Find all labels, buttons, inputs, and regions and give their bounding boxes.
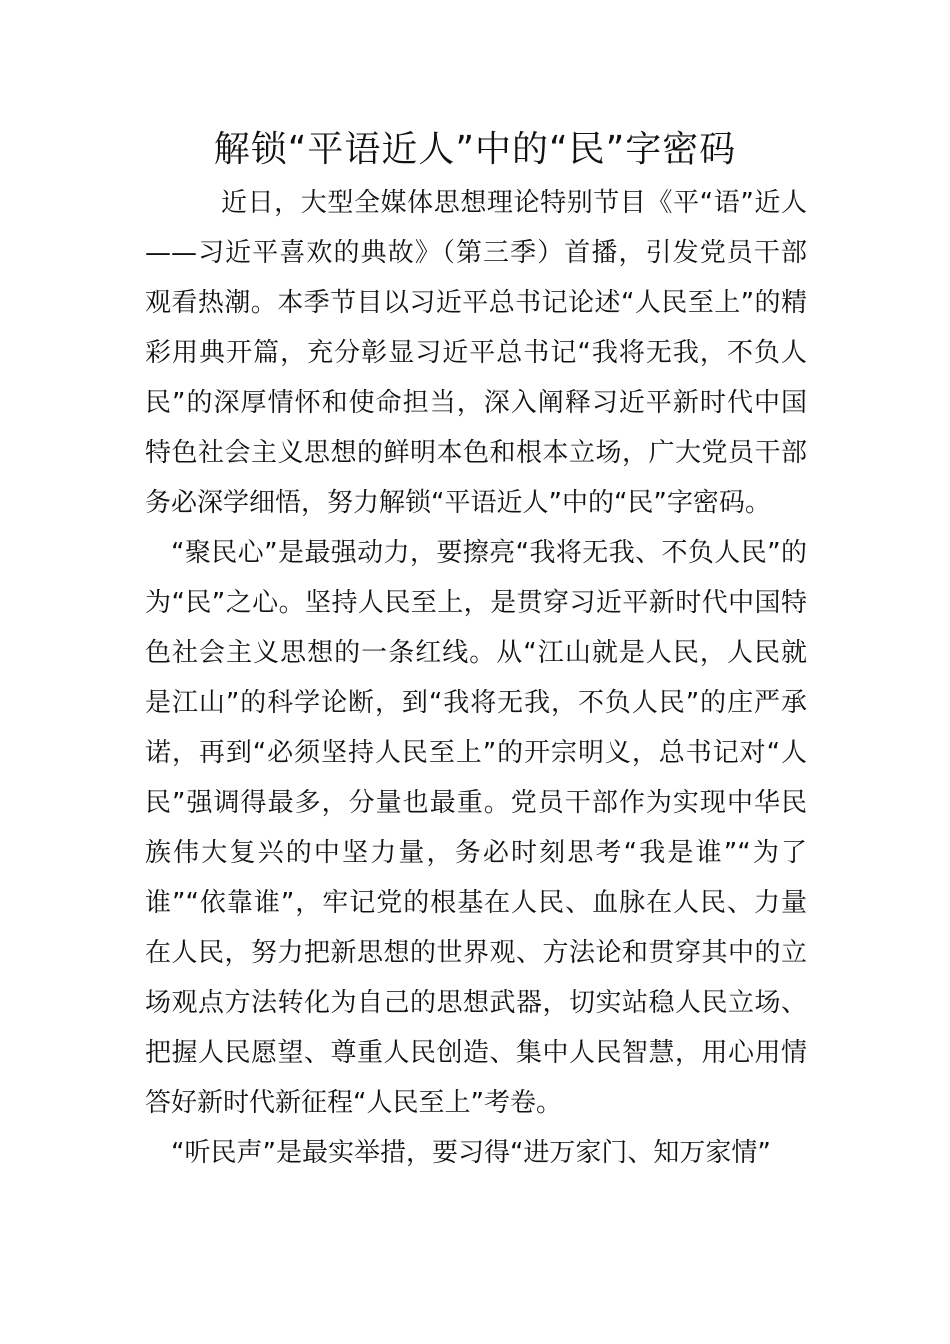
paragraph-gather-hearts: “聚民心”是最强动力，要擦亮“我将无我、不负人民”的为“民”之心。坚持人民至上，是贯穿习近平新时代中国特色社会主义思想的一条红线。从“江山就是人民，人民就是江山”的科学论断，到“我将无我，不负人民”的庄严承诺，再到“必须坚持人民至上”的开宗明义，总书记对“人民”强调得最多，分量也最重。党员干部作为实现中华民族伟大复兴的中坚力量，务必时刻思考“我是谁”“为了谁”“依靠谁”，牢记党的根基在人民、血脉在人民、力量在人民，努力把新思想的世界观、方法论和贯穿其中的立场观点方法转化为自己的思想武器，切实站稳人民立场、把握人民愿望、尊重人民创造、集中人民智慧，用心用情答好新时代新征程“人民至上”考卷。 [145,538,807,1118]
paragraph-intro: 近日，大型全媒体思想理论特别节目《平“语”近人——习近平喜欢的典故》（第三季）首播，引发党员干部观看热潮。本季节目以习近平总书记论述“人民至上”的精彩用典开篇，充分彰显习近平总书记“我将无我，不负人民”的深厚情怀和使命担当，深入阐释习近平新时代中国特色社会主义思想的鲜明本色和根本立场，广大党员干部务必深学细悟，努力解锁“平语近人”中的“民”字密码。 [145,188,807,518]
paragraph-listen-voices: “听民声”是最实举措，要习得“进万家门、知万家情” [171,1138,771,1168]
document-body [145,178,807,1178]
document-title: 解锁“平语近人”中的“民”字密码 [213,129,737,170]
